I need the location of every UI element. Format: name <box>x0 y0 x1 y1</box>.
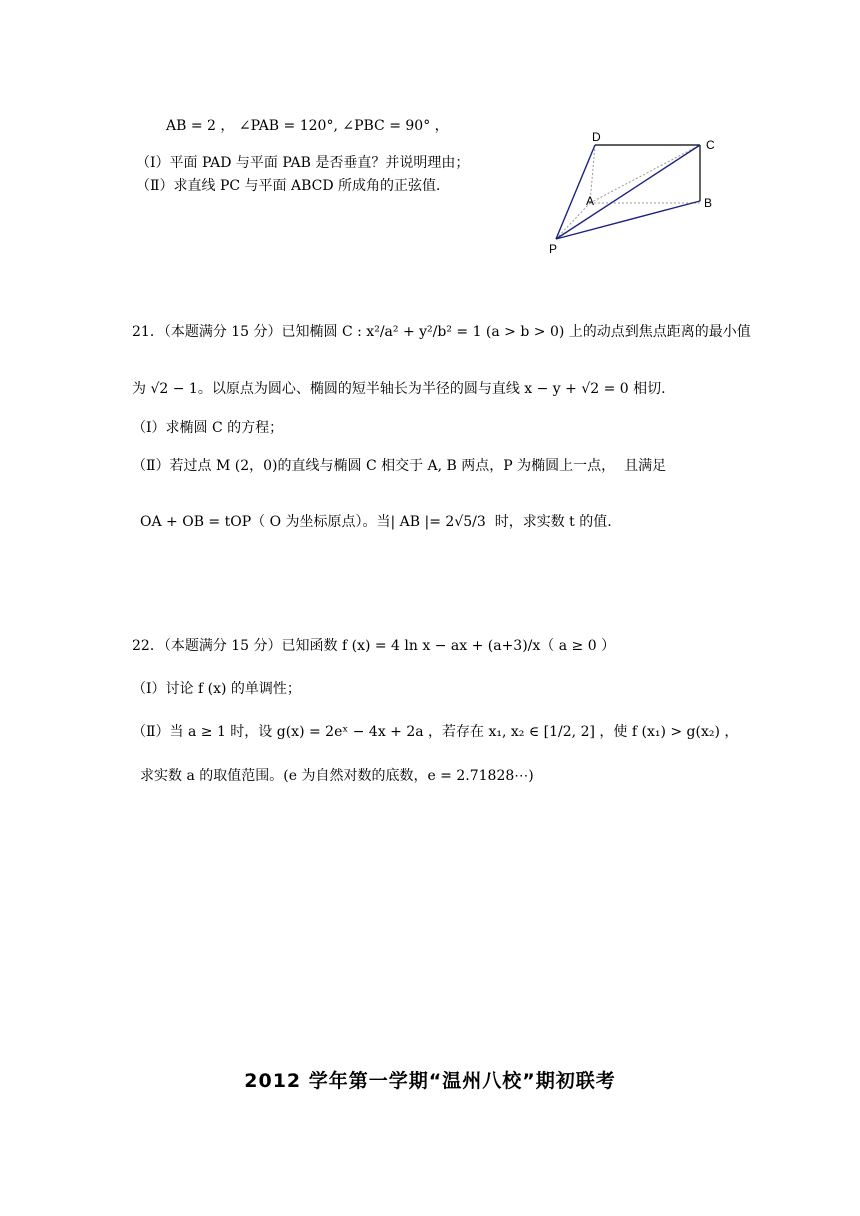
q21-part2: （Ⅱ）若过点 M (2，0)的直线与椭圆 C 相交于 A, B 两点，P 为椭圆上一点， 且满足 <box>132 458 667 474</box>
q22-part1: （Ⅰ）讨论 f (x) 的单调性； <box>132 681 301 697</box>
q21-line2: 为 √2 − 1。以原点为圆心、椭圆的短半轴长为半径的圆与直线 x − y + √2 = 0 相切. <box>132 381 666 397</box>
label-D: D <box>592 130 601 144</box>
q20-part2: （Ⅱ）求直线 PC 与平面 ABCD 所成角的正弦值． <box>136 178 451 194</box>
edge-PC <box>556 145 700 239</box>
q22-line4: 求实数 a 的取值范围。(e 为自然对数的底数，e = 2.71828⋯) <box>140 768 534 784</box>
label-C: C <box>706 138 715 152</box>
label-B: B <box>704 196 713 210</box>
q22-line1: 22．（本题满分 15 分）已知函数 f (x) = 4 ln x − ax + (a+3)/x（ a ≥ 0 ） <box>132 638 616 654</box>
q21-line1: 21．（本题满分 15 分）已知椭圆 C : x²/a² + y²/b² = 1 (a > b > 0) 上的动点到焦点距离的最小值 <box>132 324 751 340</box>
edge-PA <box>556 203 590 239</box>
edge-AC <box>590 145 700 203</box>
pyramid-figure <box>540 125 730 265</box>
q20-condition: AB = 2 ， ∠PAB = 120°, ∠PBC = 90° ， <box>166 118 449 134</box>
label-P: P <box>549 242 558 256</box>
q20-part1: （Ⅰ）平面 PAD 与平面 PAB 是否垂直？并说明理由； <box>136 155 470 171</box>
exam-title: 2012 学年第一学期“温州八校”期初联考 <box>244 1070 616 1092</box>
edge-PB <box>556 201 700 239</box>
edge-PD <box>556 145 595 239</box>
q22-part2: （Ⅱ）当 a ≥ 1 时，设 g(x) = 2eˣ − 4x + 2a ，若存在 x₁, x₂ ∈ [1/2, 2] ，使 f (x₁) > g(x₂) ， <box>132 724 739 740</box>
q21-line5: OA + OB = tOP（ O 为坐标原点）。当| AB |= 2√5/3 时，求实数 t 的值. <box>140 514 612 530</box>
q21-part1: （Ⅰ）求椭圆 C 的方程； <box>132 420 284 436</box>
label-A: A <box>586 194 595 208</box>
